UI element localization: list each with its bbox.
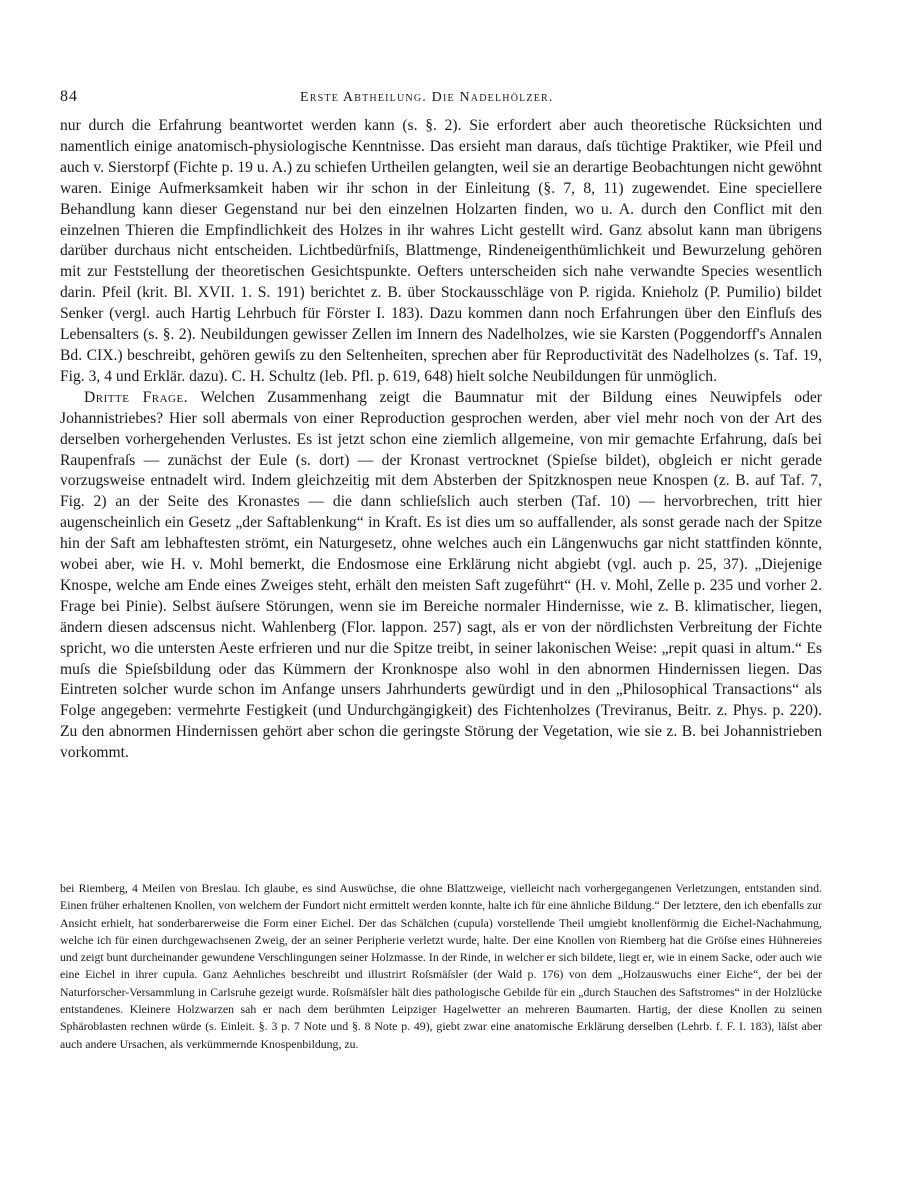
- running-head: Erste Abtheilung. Die Nadelhölzer.: [300, 90, 554, 105]
- main-text: [60, 116, 822, 764]
- paragraph-2: [60, 388, 822, 764]
- paragraph-1: nur durch die Erfahrung beantwortet werden kann (s. §. 2). Sie erfordert aber auch theoretische Rücksichten und namentlich einige anatomisch-physiologische Kenntnisse. Das ersieht man daraus, daſs tüchtige Praktiker, wie Pfeil und auch v. Sierstorpf (Fichte p. 19 u. A.) zu schiefen Urtheilen gelangten, weil sie an derartige Beobachtungen nicht gewöhnt waren. Einige Aufmerksamkeit haben wir ihr schon in der Einleitung (§. 7, 8, 11) zugewendet. Eine speciellere Behandlung kann dieser Gegenstand nur bei den einzelnen Holzarten finden, wo u. A. durch den Conflict mit den einzelnen Thieren die Empfindlichkeit des Holzes in ihr wahres Licht gestellt wird. Ganz absolut kann man übrigens darüber durchaus nicht entscheiden. Lichtbedürfniſs, Blattmenge, Rindeneigenthümlichkeit und Bewurzelung gehören mit zur Feststellung der theoretischen Gesichtspunkte. Oefters unterscheiden sich nahe verwandte Species wesentlich darin. Pfeil (krit. Bl. XVII. 1. S. 191) berichtet z. B. über Stockausschläge von P. rigida. Knieholz (P. Pumilio) bildet Senker (vergl. auch Hartig Lehrbuch für Förster I. 183). Dazu kommen dann noch Erfahrungen über den Einfluſs des Lebensalters (s. §. 2). Neubildungen gewisser Zellen im Innern des Nadelholzes, wie sie Karsten (Poggendorff's Annalen Bd. CIX.) beschreibt, gehören gewiſs zu den Seltenheiten, sprechen aber für Reproductivität des Nadelholzes (s. Taf. 19, Fig. 3, 4 und Erklär. dazu). C. H. Schultz (leb. Pfl. p. 619, 648) hielt solche Neubildungen für unmöglich.: [60, 117, 822, 385]
- page-body: [60, 116, 822, 764]
- paragraph-2-text: Welchen Zusammenhang zeigt die Baumnatur mit der Bildung eines Neuwipfels oder Johannistriebes? Hier soll abermals von einer Reproduction gesprochen werden, aber viel mehr noch von der Art des derselben vorhergehenden Verlustes. Es ist jetzt schon eine ziemlich allgemeine, von mir gemachte Erfahrung, daſs bei Raupenfraſs — zunächst der Eule (s. dort) — der Kronast vertrocknet (Spieſse bildet), obgleich er nicht gerade vorzugsweise entnadelt wird. Indem gleichzeitig mit dem Absterben der Spitzknospen neue Knospen (z. B. auf Taf. 7, Fig. 2) an der Seite des Kronastes — die dann schlieſslich auch sterben (Taf. 10) — hervorbrechen, tritt hier augenscheinlich ein Gesetz „der Saftablenkung“ in Kraft. Es ist dies um so auffallender, als sonst gerade nach der Spitze hin der Saft am lebhaftesten strömt, ein Naturgesetz, ohne welches auch ein Längenwuchs gar nicht stattfinden könnte, wobei aber, wie H. v. Mohl bemerkt, die Endosmose eine Erklärung nicht abgiebt (vgl. auch p. 25, 37). „Diejenige Knospe, welche am Ende eines Zweiges steht, erhält den meisten Saft zugeführt“ (H. v. Mohl, Zelle p. 235 und vorher 2. Frage bei Pinie). Selbst äuſsere Störungen, wenn sie im Bereiche normaler Hindernisse, wie z. B. klimatischer, liegen, ändern diesen adscensus nicht. Wahlenberg (Flor. lappon. 257) sagt, als er von der nördlichsten Verbreitung der Fichte spricht, wo die untersten Aeste erfrieren und nur die Spitze treibt, in seiner lakonischen Weise: „repit quasi in altum.“ Es muſs die Spieſsbildung oder das Kümmern der Kronknospe also wohl in den abnormen Hindernissen liegen. Das Eintreten solcher wurde schon im Anfange unsers Jahrhunderts gewürdigt und in den „Philosophical Transactions“ als Folge angegeben: vermehrte Festigkeit (und Undurchgängigkeit) des Fichtenholzes (Treviranus, Beitr. z. Phys. p. 220). Zu den abnormen Hindernissen gehört aber schon die geringste Störung der Vegetation, wie sie z. B. bei Johannistrieben vorkommt.: [60, 388, 822, 762]
- page-number: 84: [60, 88, 78, 105]
- page-header: [60, 84, 822, 110]
- footnote: bei Riemberg, 4 Meilen von Breslau. Ich glaube, es sind Auswüchse, die ohne Blattzweige, vielleicht nach vorhergegangenen Verletzungen, entstanden sind. Einen früher erhaltenen Knollen, von welchem der Fundort nicht ermittelt werden konnte, halte ich für eine ähnliche Bildung.“ Der letztere, den ich ebenfalls zur Ansicht erhielt, hat sonderbarerweise die Form einer Eichel. Der das Schälchen (cupula) vorstellende Theil umgiebt knollenförmig die Eichel-Nachahmung, welche ich für einen durchgewachsenen Zweig, der an seiner Peripherie verletzt wurde, halte. Der eine Knollen von Riemberg hat die Gröſse eines Hühnereies und zeigt bunt durcheinander gewundene Verschlingungen seiner Holzmasse. In der Rinde, in welcher er sich bildete, liegt er, wie in einem Sacke, oder auch wie eine Eichel in ihrer cupula. Ganz Aehnliches beschreibt und illustrirt Roſsmäſsler (der Wald p. 176) von dem „Holzauswuchs einer Eiche“, der bei der Naturforscher-Versammlung in Carlsruhe gezeigt wurde. Roſsmäſsler hält dies pathologische Gebilde für ein „durch Stauchen des Saftstromes“ in der Holzlücke entstandenes. Kleinere Holzwarzen sah er nach dem berühmten Leipziger Hagelwetter an mehreren Baumarten. Hartig, der diese Knollen zu seinen Sphäroblasten rechnen würde (s. Einleit. §. 3 p. 7 Note und §. 8 Note p. 49), giebt zwar eine anatomische Erklärung derselben (Lehrb. f. F. I. 183), läſst aber auch andere Ursachen, als verkümmernde Knospenbildung, zu.: [60, 881, 822, 1051]
- paragraph-2-lead: Dritte Frage.: [84, 388, 189, 406]
